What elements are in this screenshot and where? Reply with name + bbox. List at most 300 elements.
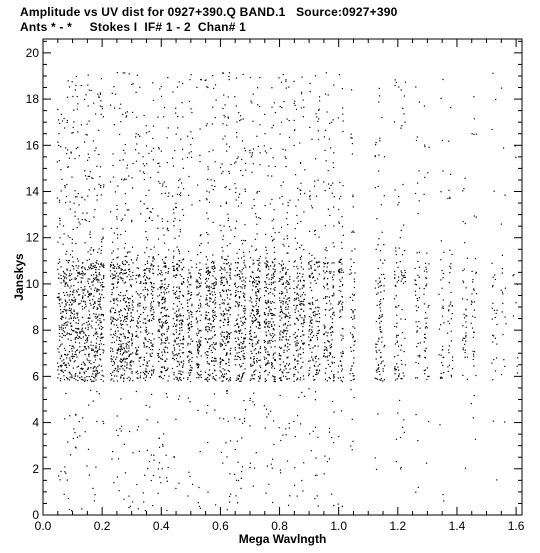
data-point xyxy=(89,259,90,260)
data-point xyxy=(300,379,301,380)
data-point xyxy=(83,380,84,381)
data-point xyxy=(96,334,97,335)
data-point xyxy=(99,346,100,347)
data-point xyxy=(216,279,217,280)
data-point xyxy=(179,260,180,261)
data-point xyxy=(75,277,76,278)
data-point xyxy=(85,328,86,329)
data-point xyxy=(303,319,304,320)
data-point xyxy=(146,282,147,283)
data-point xyxy=(92,488,93,489)
data-point xyxy=(208,323,209,324)
data-point xyxy=(252,264,253,265)
data-point xyxy=(279,293,280,294)
data-point xyxy=(73,229,74,230)
data-point xyxy=(279,326,280,327)
data-point xyxy=(249,425,250,426)
data-point xyxy=(89,286,90,287)
data-point xyxy=(158,181,159,182)
data-point xyxy=(236,78,237,79)
data-point xyxy=(92,299,93,300)
data-point xyxy=(329,428,330,429)
data-point xyxy=(192,484,193,485)
data-point xyxy=(174,347,175,348)
data-point xyxy=(332,356,333,357)
data-point xyxy=(419,288,420,289)
data-point xyxy=(416,414,417,415)
data-point xyxy=(351,89,352,90)
data-point xyxy=(137,267,138,268)
data-point xyxy=(110,311,111,312)
data-point xyxy=(317,321,318,322)
data-point xyxy=(223,325,224,326)
data-point xyxy=(71,274,72,275)
data-point xyxy=(287,350,288,351)
data-point xyxy=(339,279,340,280)
data-point xyxy=(111,253,112,254)
data-point xyxy=(417,136,418,137)
data-point xyxy=(401,230,402,231)
data-point xyxy=(334,376,335,377)
data-point xyxy=(310,199,311,200)
data-point xyxy=(255,320,256,321)
data-point xyxy=(103,423,104,424)
data-point xyxy=(311,329,312,330)
data-point xyxy=(398,267,399,268)
data-point xyxy=(128,251,129,252)
data-point xyxy=(241,348,242,349)
data-point xyxy=(238,480,239,481)
data-point xyxy=(330,354,331,355)
data-point xyxy=(354,341,355,342)
data-point xyxy=(84,199,85,200)
data-point xyxy=(65,147,66,148)
data-point xyxy=(239,333,240,334)
data-point xyxy=(199,342,200,343)
data-point xyxy=(63,317,64,318)
data-point xyxy=(182,149,183,150)
data-point xyxy=(239,302,240,303)
data-point xyxy=(173,308,174,309)
data-point xyxy=(166,393,167,394)
data-point xyxy=(259,328,260,329)
data-point xyxy=(123,298,124,299)
data-point xyxy=(189,370,190,371)
data-point xyxy=(381,285,382,286)
data-point xyxy=(129,348,130,349)
data-point xyxy=(73,368,74,369)
data-point xyxy=(144,179,145,180)
data-point xyxy=(230,314,231,315)
data-point xyxy=(267,253,268,254)
data-point xyxy=(234,236,235,237)
data-point xyxy=(219,418,220,419)
data-point xyxy=(325,298,326,299)
data-point xyxy=(354,279,355,280)
data-point xyxy=(426,284,427,285)
data-point xyxy=(199,346,200,347)
data-point xyxy=(83,289,84,290)
data-point xyxy=(175,277,176,278)
data-point xyxy=(448,305,449,306)
data-point xyxy=(117,367,118,368)
data-point xyxy=(200,275,201,276)
data-point xyxy=(89,295,90,296)
data-point xyxy=(128,269,129,270)
data-point xyxy=(298,295,299,296)
data-point xyxy=(67,285,68,286)
data-point xyxy=(78,265,79,266)
data-point xyxy=(103,116,104,117)
data-point xyxy=(260,218,261,219)
data-point xyxy=(230,494,231,495)
data-point xyxy=(244,322,245,323)
data-point xyxy=(330,308,331,309)
data-point xyxy=(280,379,281,380)
data-point xyxy=(152,298,153,299)
data-point xyxy=(286,363,287,364)
data-point xyxy=(333,225,334,226)
data-point xyxy=(259,281,260,282)
data-point xyxy=(61,365,62,366)
data-point xyxy=(176,354,177,355)
data-point xyxy=(143,289,144,290)
data-point xyxy=(244,313,245,314)
data-point xyxy=(176,329,177,330)
data-point xyxy=(162,228,163,229)
data-point xyxy=(60,365,61,366)
data-point xyxy=(161,283,162,284)
data-point xyxy=(416,140,417,141)
data-point xyxy=(89,362,90,363)
data-point xyxy=(283,301,284,302)
data-point xyxy=(197,254,198,255)
data-point xyxy=(114,375,115,376)
data-point xyxy=(269,284,270,285)
data-point xyxy=(256,362,257,363)
data-point xyxy=(84,372,85,373)
data-point xyxy=(273,125,274,126)
data-point xyxy=(167,77,168,78)
data-point xyxy=(120,292,121,293)
data-point xyxy=(311,205,312,206)
data-point xyxy=(295,174,296,175)
data-point xyxy=(280,311,281,312)
data-point xyxy=(63,280,64,281)
data-point xyxy=(72,346,73,347)
data-point xyxy=(140,201,141,202)
data-point xyxy=(189,299,190,300)
data-point xyxy=(281,293,282,294)
data-point xyxy=(113,370,114,371)
data-point xyxy=(127,324,128,325)
data-point xyxy=(132,296,133,297)
data-point xyxy=(123,343,124,344)
data-point xyxy=(188,291,189,292)
data-point xyxy=(78,272,79,273)
data-point xyxy=(378,367,379,368)
data-point xyxy=(159,302,160,303)
data-point xyxy=(114,266,115,267)
data-point xyxy=(136,351,137,352)
data-point xyxy=(331,371,332,372)
data-point xyxy=(114,335,115,336)
data-point xyxy=(64,348,65,349)
data-point xyxy=(57,161,58,162)
data-point xyxy=(146,329,147,330)
data-point xyxy=(160,482,161,483)
data-point xyxy=(234,359,235,360)
data-point xyxy=(238,344,239,345)
data-point xyxy=(296,294,297,295)
data-point xyxy=(324,326,325,327)
data-point xyxy=(418,363,419,364)
data-point xyxy=(209,329,210,330)
data-point xyxy=(177,361,178,362)
data-point xyxy=(237,158,238,159)
data-point xyxy=(324,342,325,343)
data-point xyxy=(255,317,256,318)
data-point xyxy=(65,364,66,365)
data-point xyxy=(124,215,125,216)
data-point xyxy=(103,376,104,377)
data-point xyxy=(121,325,122,326)
data-point xyxy=(111,317,112,318)
data-point xyxy=(264,359,265,360)
data-point xyxy=(162,185,163,186)
data-point xyxy=(110,270,111,271)
data-point xyxy=(144,475,145,476)
data-point xyxy=(94,209,95,210)
data-point xyxy=(229,268,230,269)
data-point xyxy=(97,317,98,318)
data-point xyxy=(173,256,174,257)
data-point xyxy=(338,271,339,272)
data-point xyxy=(177,194,178,195)
data-point xyxy=(164,287,165,288)
data-point xyxy=(124,444,125,445)
data-point xyxy=(227,297,228,298)
data-point xyxy=(79,331,80,332)
data-point xyxy=(206,264,207,265)
data-point xyxy=(91,321,92,322)
data-point xyxy=(229,146,230,147)
data-point xyxy=(176,324,177,325)
data-point xyxy=(274,315,275,316)
data-point xyxy=(226,290,227,291)
data-point xyxy=(224,319,225,320)
data-point xyxy=(187,344,188,345)
data-point xyxy=(136,331,137,332)
data-point xyxy=(179,287,180,288)
data-point xyxy=(162,316,163,317)
data-point xyxy=(429,147,430,148)
data-point xyxy=(149,217,150,218)
data-point xyxy=(70,315,71,316)
data-point xyxy=(228,220,229,221)
data-point xyxy=(325,368,326,369)
data-point xyxy=(302,330,303,331)
data-point xyxy=(123,359,124,360)
data-point xyxy=(152,344,153,345)
data-point xyxy=(60,378,61,379)
data-point xyxy=(183,336,184,337)
data-point xyxy=(443,322,444,323)
data-point xyxy=(384,260,385,261)
data-point xyxy=(325,225,326,226)
data-point xyxy=(76,357,77,358)
data-point xyxy=(173,212,174,213)
data-point xyxy=(64,466,65,467)
data-point xyxy=(146,353,147,354)
data-point xyxy=(139,361,140,362)
data-point xyxy=(333,505,334,506)
data-point xyxy=(273,288,274,289)
data-point xyxy=(176,332,177,333)
data-point xyxy=(176,134,177,135)
data-point xyxy=(270,411,271,412)
data-point xyxy=(58,133,59,134)
data-point xyxy=(333,279,334,280)
data-point xyxy=(168,196,169,197)
data-point xyxy=(93,362,94,363)
data-point xyxy=(87,260,88,261)
data-point xyxy=(70,294,71,295)
data-point xyxy=(268,273,269,274)
data-point xyxy=(281,122,282,123)
data-point xyxy=(304,343,305,344)
data-point xyxy=(82,317,83,318)
data-point xyxy=(309,83,310,84)
data-point xyxy=(242,375,243,376)
data-point xyxy=(65,335,66,336)
data-point xyxy=(215,349,216,350)
data-point xyxy=(129,269,130,270)
data-point xyxy=(274,352,275,353)
data-point xyxy=(196,318,197,319)
data-point xyxy=(119,349,120,350)
data-point xyxy=(379,138,380,139)
data-point xyxy=(257,104,258,105)
data-point xyxy=(237,502,238,503)
data-point xyxy=(86,376,87,377)
data-point xyxy=(64,306,65,307)
data-point xyxy=(148,190,149,191)
data-point xyxy=(332,327,333,328)
data-point xyxy=(137,354,138,355)
data-point xyxy=(219,377,220,378)
data-point xyxy=(111,458,112,459)
data-point xyxy=(90,303,91,304)
data-point xyxy=(395,251,396,252)
data-point xyxy=(351,250,352,251)
data-point xyxy=(311,139,312,140)
data-point xyxy=(283,376,284,377)
data-point xyxy=(245,240,246,241)
data-point xyxy=(294,467,295,468)
data-point xyxy=(319,370,320,371)
data-point xyxy=(228,117,229,118)
data-point xyxy=(272,341,273,342)
data-point xyxy=(102,106,103,107)
data-point xyxy=(310,287,311,288)
data-point xyxy=(212,107,213,108)
data-point xyxy=(253,359,254,360)
data-point xyxy=(274,209,275,210)
data-point xyxy=(117,283,118,284)
data-point xyxy=(188,312,189,313)
data-point xyxy=(160,343,161,344)
data-point xyxy=(295,436,296,437)
data-point xyxy=(245,409,246,410)
data-point xyxy=(258,260,259,261)
data-point xyxy=(230,164,231,165)
data-point xyxy=(442,349,443,350)
data-point xyxy=(250,364,251,365)
data-point xyxy=(308,330,309,331)
data-point xyxy=(329,341,330,342)
data-point xyxy=(179,333,180,334)
data-point xyxy=(191,324,192,325)
data-point xyxy=(72,356,73,357)
data-point xyxy=(228,303,229,304)
data-point xyxy=(130,378,131,379)
data-point xyxy=(78,328,79,329)
data-point xyxy=(253,260,254,261)
x-tick-label: 1.4 xyxy=(448,519,466,533)
data-point xyxy=(299,273,300,274)
data-point xyxy=(72,239,73,240)
data-point xyxy=(302,77,303,78)
data-point xyxy=(265,378,266,379)
data-point xyxy=(75,196,76,197)
data-point xyxy=(69,318,70,319)
data-point xyxy=(129,380,130,381)
data-point xyxy=(228,362,229,363)
data-point xyxy=(119,160,120,161)
data-point xyxy=(146,371,147,372)
data-point xyxy=(285,314,286,315)
data-point xyxy=(309,388,310,389)
data-point xyxy=(180,195,181,196)
data-point xyxy=(222,72,223,73)
data-point xyxy=(112,165,113,166)
data-point xyxy=(272,293,273,294)
data-point xyxy=(214,393,215,394)
data-point xyxy=(280,271,281,272)
data-point xyxy=(258,217,259,218)
data-point xyxy=(196,267,197,268)
data-point xyxy=(146,163,147,164)
data-point xyxy=(379,282,380,283)
data-point xyxy=(187,319,188,320)
data-point xyxy=(264,114,265,115)
data-point xyxy=(125,112,126,113)
data-point xyxy=(176,344,177,345)
data-point xyxy=(89,176,90,177)
data-point xyxy=(140,327,141,328)
data-point xyxy=(176,207,177,208)
data-point xyxy=(220,225,221,226)
data-point xyxy=(419,297,420,298)
data-point xyxy=(71,279,72,280)
data-point xyxy=(103,238,104,239)
data-point xyxy=(243,350,244,351)
data-point xyxy=(253,148,254,149)
data-point xyxy=(272,363,273,364)
data-point xyxy=(132,333,133,334)
data-point xyxy=(187,157,188,158)
